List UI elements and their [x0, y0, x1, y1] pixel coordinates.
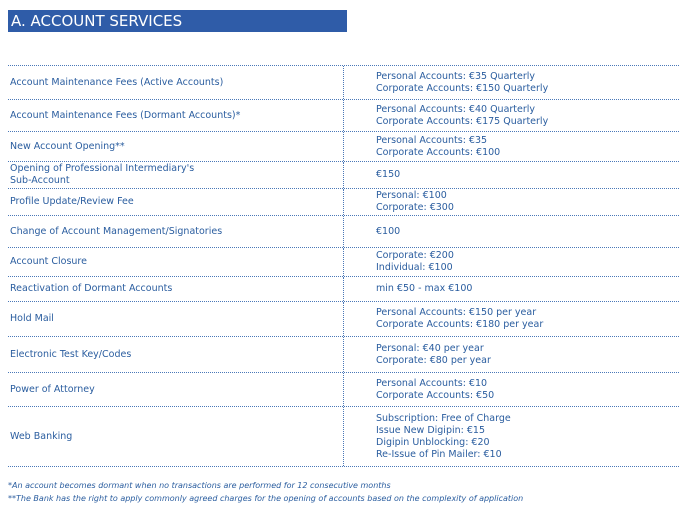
table-row [8, 277, 679, 302]
fee-label-line: Opening of Professional Intermediary's [10, 163, 195, 174]
fee-value [344, 407, 679, 466]
fee-label: Account Maintenance Fees (Active Accounts) [8, 66, 344, 99]
fee-value [344, 302, 679, 336]
fee-value-line: Corporate Accounts: €175 Quarterly [376, 115, 549, 127]
fee-value-line: Corporate: €300 [376, 202, 454, 213]
fee-value-line: Individual: €100 [376, 262, 453, 273]
fee-value [344, 100, 679, 131]
fee-value-line: Personal Accounts: €10 [376, 377, 488, 389]
fees-table [8, 65, 679, 467]
fee-value-line: Corporate: €200 [376, 250, 454, 261]
footnotes [8, 480, 680, 505]
fee-value [344, 337, 679, 372]
fee-label: Reactivation of Dormant Accounts [8, 277, 344, 301]
fee-value-line: €150 [376, 169, 401, 180]
fee-label: Account Closure [8, 248, 344, 276]
fee-label: Electronic Test Key/Codes [8, 337, 344, 372]
fee-value [344, 248, 679, 276]
fee-value-line: Re-Issue of Pin Mailer: €10 [376, 448, 502, 460]
table-row [8, 189, 679, 216]
fee-value-line: Personal Accounts: €35 Quarterly [376, 70, 536, 82]
fee-value [344, 162, 679, 188]
table-row [8, 162, 679, 189]
fee-value-line: Corporate: €80 per year [376, 354, 491, 366]
fee-label: Web Banking [8, 407, 344, 466]
fee-value [344, 66, 679, 99]
fee-value-line: Personal Accounts: €40 Quarterly [376, 103, 536, 115]
fee-label: New Account Opening** [8, 132, 344, 161]
footnote: *An account becomes dormant when no transactions are performed for 12 consecutive months [8, 481, 391, 490]
fee-value-line: Corporate Accounts: €180 per year [376, 319, 544, 330]
table-row [8, 373, 679, 407]
table-row [8, 100, 679, 132]
fee-label: Change of Account Management/Signatories [8, 216, 344, 247]
fee-label: Account Maintenance Fees (Dormant Accounts)* [8, 100, 344, 131]
fee-value-line: Personal: €100 [376, 190, 447, 201]
fee-value [344, 277, 679, 301]
table-row [8, 248, 679, 277]
fee-value [344, 373, 679, 406]
fee-value [344, 216, 679, 247]
table-row [8, 337, 679, 373]
table-row [8, 132, 679, 162]
fee-value-line: Digipin Unblocking: €20 [376, 436, 490, 448]
fee-value-line: Subscription: Free of Charge [376, 412, 511, 424]
fee-label: Power of Attorney [8, 373, 344, 406]
fee-value-line: Corporate Accounts: €150 Quarterly [376, 82, 549, 94]
fee-value-line: Corporate Accounts: €100 [376, 146, 501, 158]
fee-label: Hold Mail [8, 302, 344, 336]
fee-value [344, 132, 679, 161]
fee-value [344, 189, 679, 215]
table-row [8, 302, 679, 337]
fee-value-line: min €50 - max €100 [376, 283, 473, 294]
fee-label [8, 162, 344, 188]
table-row [8, 66, 679, 100]
section-title: A. ACCOUNT SERVICES [8, 10, 347, 32]
fee-value-line: Personal Accounts: €150 per year [376, 307, 537, 318]
fee-value-line: Corporate Accounts: €50 [376, 389, 495, 401]
table-row [8, 216, 679, 248]
fee-value-line: Personal: €40 per year [376, 342, 484, 354]
fee-value-line: Issue New Digipin: €15 [376, 424, 485, 436]
fee-label: Profile Update/Review Fee [8, 189, 344, 215]
table-row [8, 407, 679, 467]
footnote: **The Bank has the right to apply commonly agreed charges for the opening of accounts based on the complexity of application [8, 493, 524, 503]
fee-value-line: Personal Accounts: €35 [376, 134, 488, 146]
fee-value-line: €100 [376, 225, 401, 237]
fee-label-line: Sub-Account [10, 175, 70, 186]
